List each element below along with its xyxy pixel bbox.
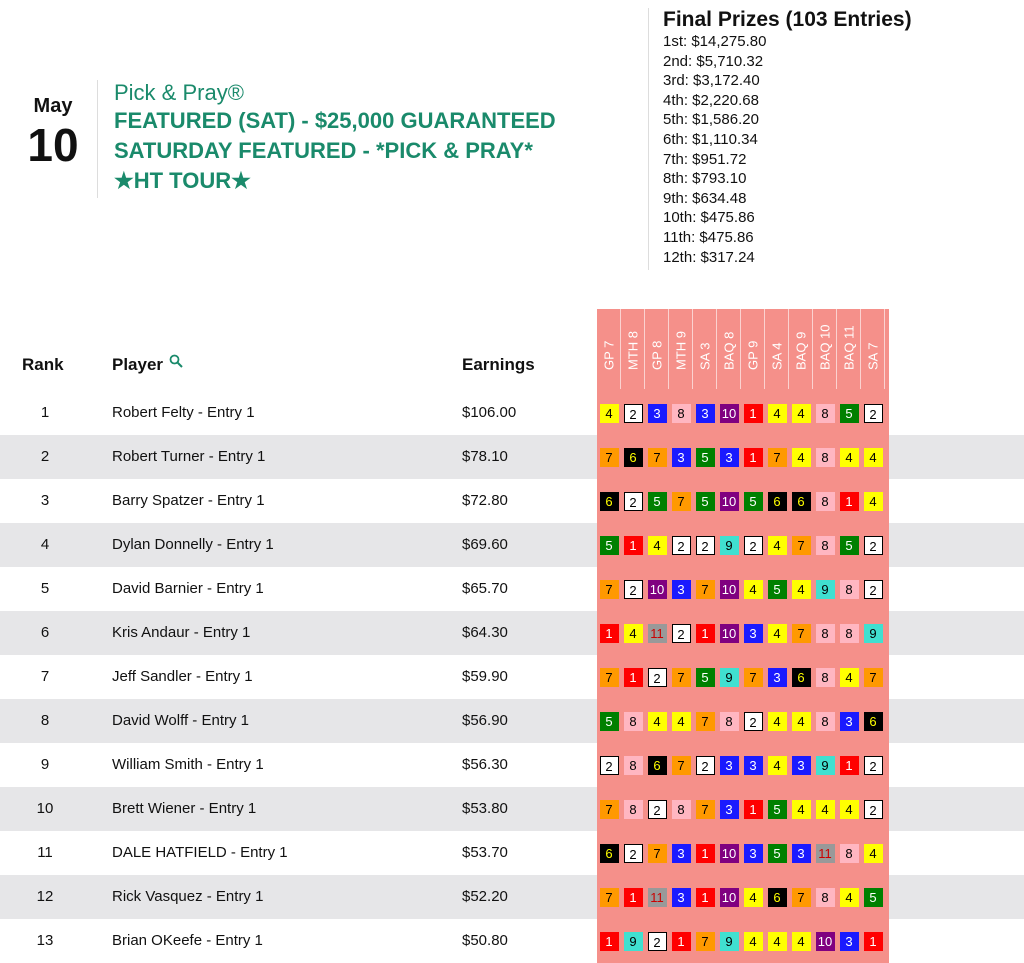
rank-cell: 11 xyxy=(37,844,53,861)
pick-number: 10 xyxy=(720,492,739,511)
table-row[interactable] xyxy=(0,523,1024,567)
pick-number: 2 xyxy=(648,668,667,687)
pick-number: 5 xyxy=(768,844,787,863)
brand-name: Pick & Pray® xyxy=(114,80,244,105)
picks-cell xyxy=(597,699,889,743)
pick-number: 1 xyxy=(600,624,619,643)
pick-number: 3 xyxy=(744,844,763,863)
pick-number: 7 xyxy=(744,668,763,687)
picks-cell xyxy=(597,391,889,435)
race-header xyxy=(837,309,861,389)
pick-number: 3 xyxy=(720,448,739,467)
player-name[interactable]: Robert Felty - Entry 1 xyxy=(112,404,255,421)
prize-row: 4th: $2,220.68 xyxy=(663,91,759,109)
earnings-cell: $72.80 xyxy=(462,492,508,509)
pick-number: 3 xyxy=(744,756,763,775)
pick-number: 8 xyxy=(840,844,859,863)
picks-cell xyxy=(597,919,889,963)
pick-number: 4 xyxy=(768,712,787,731)
prize-row: 3rd: $3,172.40 xyxy=(663,72,760,90)
table-row[interactable] xyxy=(0,479,1024,523)
player-name[interactable]: Rick Vasquez - Entry 1 xyxy=(112,888,264,905)
pick-number: 5 xyxy=(600,712,619,731)
pick-number: 4 xyxy=(840,448,859,467)
pick-number: 4 xyxy=(864,492,883,511)
rank-cell: 12 xyxy=(36,888,54,905)
earnings-cell: $65.70 xyxy=(462,580,508,597)
pick-number: 7 xyxy=(864,668,883,687)
race-header xyxy=(621,309,645,389)
player-header[interactable] xyxy=(112,355,183,376)
pick-number: 7 xyxy=(672,756,691,775)
pick-number: 4 xyxy=(768,932,787,951)
pick-number: 9 xyxy=(720,668,739,687)
table-row[interactable] xyxy=(0,655,1024,699)
pick-number: 4 xyxy=(744,580,763,599)
rank-cell: 4 xyxy=(40,536,50,553)
earnings-cell: $59.90 xyxy=(462,668,508,685)
pick-number: 7 xyxy=(696,580,715,599)
pick-number: 1 xyxy=(624,536,643,555)
pick-number: 3 xyxy=(648,404,667,423)
race-header-label: MTH 9 xyxy=(673,331,688,370)
table-row[interactable] xyxy=(0,919,1024,963)
pick-number: 7 xyxy=(696,932,715,951)
pick-number: 5 xyxy=(744,492,763,511)
pick-number: 1 xyxy=(624,888,643,907)
pick-number: 3 xyxy=(672,844,691,863)
pick-number: 7 xyxy=(792,536,811,555)
divider xyxy=(648,8,649,270)
player-name[interactable]: William Smith - Entry 1 xyxy=(112,756,264,773)
pick-number: 2 xyxy=(648,800,667,819)
race-header-label: GP 8 xyxy=(649,340,664,370)
picks-cell xyxy=(597,787,889,831)
earnings-cell: $53.70 xyxy=(462,844,508,861)
pick-number: 5 xyxy=(696,668,715,687)
pick-number: 10 xyxy=(816,932,835,951)
date-month: May xyxy=(33,95,73,117)
pick-number: 3 xyxy=(744,624,763,643)
prize-row: 10th: $475.86 xyxy=(663,209,755,227)
pick-number: 8 xyxy=(840,580,859,599)
pick-number: 2 xyxy=(624,404,643,423)
divider xyxy=(97,80,98,198)
pick-number: 2 xyxy=(672,624,691,643)
rank-cell: 8 xyxy=(40,712,50,729)
earnings-cell: $78.10 xyxy=(462,448,508,465)
table-row[interactable] xyxy=(0,611,1024,655)
pick-number: 4 xyxy=(792,932,811,951)
prize-row: 9th: $634.48 xyxy=(663,189,747,207)
pick-number: 10 xyxy=(720,580,739,599)
pick-number: 4 xyxy=(768,536,787,555)
pick-number: 7 xyxy=(768,448,787,467)
pick-number: 10 xyxy=(720,888,739,907)
pick-number: 10 xyxy=(720,624,739,643)
pick-number: 3 xyxy=(672,888,691,907)
pick-number: 4 xyxy=(624,624,643,643)
title-line-1: FEATURED (SAT) - $25,000 GUARANTEED xyxy=(114,108,556,133)
pick-number: 11 xyxy=(648,624,667,643)
pick-number: 4 xyxy=(792,448,811,467)
player-name[interactable]: DALE HATFIELD - Entry 1 xyxy=(112,844,288,861)
picks-cell xyxy=(597,831,889,875)
pick-number: 2 xyxy=(600,756,619,775)
table-row[interactable] xyxy=(0,743,1024,787)
event-date xyxy=(22,95,84,171)
pick-number: 8 xyxy=(672,800,691,819)
table-row[interactable] xyxy=(0,699,1024,743)
race-header xyxy=(861,309,885,389)
pick-number: 1 xyxy=(600,932,619,951)
pick-number: 9 xyxy=(864,624,883,643)
prize-row: 5th: $1,586.20 xyxy=(663,111,759,129)
rank-cell: 9 xyxy=(40,756,50,773)
pick-number: 7 xyxy=(600,668,619,687)
player-name[interactable]: Kris Andaur - Entry 1 xyxy=(112,624,251,641)
pick-number: 2 xyxy=(864,536,883,555)
rank-cell: 2 xyxy=(40,448,50,465)
rank-cell: 6 xyxy=(40,624,50,641)
earnings-cell: $56.90 xyxy=(462,712,508,729)
race-header-label: GP 7 xyxy=(601,340,616,370)
pick-number: 1 xyxy=(840,756,859,775)
pick-number: 8 xyxy=(624,756,643,775)
pick-number: 4 xyxy=(792,404,811,423)
pick-number: 1 xyxy=(744,448,763,467)
player-name[interactable]: Dylan Donnelly - Entry 1 xyxy=(112,536,274,553)
race-header xyxy=(765,309,789,389)
pick-number: 5 xyxy=(696,492,715,511)
prize-row: 7th: $951.72 xyxy=(663,150,747,168)
pick-number: 7 xyxy=(600,448,619,467)
tournament-title xyxy=(114,80,556,196)
pick-number: 4 xyxy=(672,712,691,731)
rank-cell: 13 xyxy=(36,932,54,949)
pick-number: 5 xyxy=(768,580,787,599)
race-headers xyxy=(597,309,889,389)
picks-cell xyxy=(597,611,889,655)
pick-number: 7 xyxy=(792,888,811,907)
pick-number: 1 xyxy=(744,404,763,423)
pick-number: 11 xyxy=(648,888,667,907)
picks-cell xyxy=(597,523,889,567)
table-row[interactable] xyxy=(0,435,1024,479)
prize-row: 8th: $793.10 xyxy=(663,170,747,188)
pick-number: 2 xyxy=(648,932,667,951)
title-line-2: SATURDAY FEATURED - *PICK & PRAY* xyxy=(114,138,533,163)
pick-number: 5 xyxy=(648,492,667,511)
pick-number: 3 xyxy=(840,932,859,951)
pick-number: 3 xyxy=(792,756,811,775)
pick-number: 8 xyxy=(816,536,835,555)
earnings-cell: $50.80 xyxy=(462,932,508,949)
pick-number: 8 xyxy=(816,448,835,467)
pick-number: 4 xyxy=(792,800,811,819)
pick-number: 4 xyxy=(792,712,811,731)
pick-number: 2 xyxy=(864,800,883,819)
pick-number: 6 xyxy=(600,492,619,511)
race-header-label: GP 9 xyxy=(745,340,760,370)
race-header-label: BAQ 10 xyxy=(817,324,832,370)
earnings-cell: $53.80 xyxy=(462,800,508,817)
table-row[interactable] xyxy=(0,391,1024,435)
table-row[interactable] xyxy=(0,567,1024,611)
pick-number: 3 xyxy=(768,668,787,687)
pick-number: 6 xyxy=(792,668,811,687)
rank-cell: 1 xyxy=(40,404,50,421)
pick-number: 1 xyxy=(672,932,691,951)
pick-number: 2 xyxy=(624,492,643,511)
pick-number: 3 xyxy=(792,844,811,863)
pick-number: 4 xyxy=(744,888,763,907)
picks-cell xyxy=(597,743,889,787)
pick-number: 4 xyxy=(648,712,667,731)
pick-number: 10 xyxy=(720,404,739,423)
pick-number: 9 xyxy=(816,756,835,775)
pick-number: 8 xyxy=(816,492,835,511)
race-header xyxy=(741,309,765,389)
pick-number: 9 xyxy=(624,932,643,951)
pick-number: 7 xyxy=(648,844,667,863)
prize-row: 1st: $14,275.80 xyxy=(663,33,767,50)
pick-number: 1 xyxy=(696,888,715,907)
pick-number: 8 xyxy=(624,800,643,819)
pick-number: 6 xyxy=(600,844,619,863)
player-name[interactable]: Jeff Sandler - Entry 1 xyxy=(112,668,253,685)
pick-number: 2 xyxy=(744,712,763,731)
player-name[interactable]: Brett Wiener - Entry 1 xyxy=(112,800,257,817)
rank-cell: 3 xyxy=(40,492,50,509)
pick-number: 2 xyxy=(864,580,883,599)
race-header-label: SA 4 xyxy=(769,342,784,370)
table-row[interactable] xyxy=(0,831,1024,875)
earnings-header[interactable]: Earnings xyxy=(462,355,535,374)
picks-cell xyxy=(597,479,889,523)
date-day: 10 xyxy=(27,119,79,171)
pick-number: 2 xyxy=(624,844,643,863)
pick-number: 4 xyxy=(864,448,883,467)
pick-number: 1 xyxy=(744,800,763,819)
pick-number: 2 xyxy=(696,536,715,555)
picks-cell xyxy=(597,655,889,699)
pick-number: 8 xyxy=(816,404,835,423)
pick-number: 8 xyxy=(816,668,835,687)
pick-number: 3 xyxy=(696,404,715,423)
prize-list xyxy=(663,32,912,267)
pick-number: 5 xyxy=(864,888,883,907)
pick-number: 2 xyxy=(864,404,883,423)
race-header-label: BAQ 8 xyxy=(721,331,736,370)
race-header-label: SA 7 xyxy=(865,342,880,370)
pick-number: 7 xyxy=(672,492,691,511)
search-icon[interactable] xyxy=(169,353,183,373)
pick-number: 2 xyxy=(672,536,691,555)
pick-number: 1 xyxy=(624,668,643,687)
race-header xyxy=(789,309,813,389)
pick-number: 2 xyxy=(744,536,763,555)
pick-number: 5 xyxy=(840,536,859,555)
picks-cell xyxy=(597,875,889,919)
table-row[interactable] xyxy=(0,787,1024,831)
pick-number: 7 xyxy=(600,888,619,907)
prize-row: 11th: $475.86 xyxy=(663,228,754,246)
pick-number: 3 xyxy=(672,448,691,467)
pick-number: 7 xyxy=(600,800,619,819)
final-prizes xyxy=(663,8,912,267)
pick-number: 9 xyxy=(816,580,835,599)
pick-number: 7 xyxy=(672,668,691,687)
pick-number: 3 xyxy=(720,800,739,819)
pick-number: 7 xyxy=(792,624,811,643)
pick-number: 6 xyxy=(792,492,811,511)
prize-row: 12th: $317.24 xyxy=(663,248,755,266)
pick-number: 5 xyxy=(768,800,787,819)
pick-number: 2 xyxy=(864,756,883,775)
pick-number: 1 xyxy=(696,844,715,863)
race-header xyxy=(669,309,693,389)
earnings-cell: $69.60 xyxy=(462,536,508,553)
pick-number: 10 xyxy=(720,844,739,863)
race-header xyxy=(813,309,837,389)
pick-number: 4 xyxy=(648,536,667,555)
pick-number: 1 xyxy=(840,492,859,511)
player-header-label: Player xyxy=(112,355,164,374)
pick-number: 8 xyxy=(840,624,859,643)
pick-number: 7 xyxy=(696,712,715,731)
pick-number: 3 xyxy=(672,580,691,599)
race-header xyxy=(717,309,741,389)
race-header-label: BAQ 11 xyxy=(841,325,856,370)
pick-number: 6 xyxy=(768,888,787,907)
pick-number: 4 xyxy=(840,668,859,687)
pick-number: 1 xyxy=(864,932,883,951)
race-header xyxy=(693,309,717,389)
pick-number: 4 xyxy=(744,932,763,951)
pick-number: 4 xyxy=(768,756,787,775)
pick-number: 7 xyxy=(600,580,619,599)
pick-number: 4 xyxy=(864,844,883,863)
race-header xyxy=(597,309,621,389)
pick-number: 6 xyxy=(624,448,643,467)
pick-number: 5 xyxy=(840,404,859,423)
pick-number: 6 xyxy=(864,712,883,731)
pick-number: 4 xyxy=(840,888,859,907)
pick-number: 8 xyxy=(816,888,835,907)
earnings-cell: $52.20 xyxy=(462,888,508,905)
pick-number: 4 xyxy=(600,404,619,423)
rank-cell: 10 xyxy=(36,800,54,817)
race-header-label: BAQ 9 xyxy=(793,331,808,370)
pick-number: 4 xyxy=(768,624,787,643)
picks-cell xyxy=(597,567,889,611)
pick-number: 7 xyxy=(696,800,715,819)
pick-number: 6 xyxy=(768,492,787,511)
pick-number: 5 xyxy=(600,536,619,555)
pick-number: 10 xyxy=(648,580,667,599)
pick-number: 7 xyxy=(648,448,667,467)
player-name[interactable]: David Wolff - Entry 1 xyxy=(112,712,249,729)
pick-number: 6 xyxy=(648,756,667,775)
prizes-heading: Final Prizes (103 Entries) xyxy=(663,8,912,31)
pick-number: 4 xyxy=(816,800,835,819)
pick-number: 8 xyxy=(816,624,835,643)
pick-number: 2 xyxy=(624,580,643,599)
rank-cell: 7 xyxy=(40,668,50,685)
pick-number: 3 xyxy=(720,756,739,775)
rank-header[interactable]: Rank xyxy=(22,355,64,374)
earnings-cell: $64.30 xyxy=(462,624,508,641)
prize-row: 2nd: $5,710.32 xyxy=(663,52,764,70)
rank-cell: 5 xyxy=(40,580,50,597)
pick-number: 9 xyxy=(720,932,739,951)
race-header xyxy=(645,309,669,389)
pick-number: 4 xyxy=(768,404,787,423)
pick-number: 3 xyxy=(840,712,859,731)
player-name[interactable]: Brian OKeefe - Entry 1 xyxy=(112,932,263,949)
pick-number: 9 xyxy=(720,536,739,555)
prize-row: 6th: $1,110.34 xyxy=(663,130,758,148)
pick-number: 8 xyxy=(672,404,691,423)
earnings-cell: $56.30 xyxy=(462,756,508,773)
earnings-cell: $106.00 xyxy=(462,404,517,421)
player-name[interactable]: Robert Turner - Entry 1 xyxy=(112,448,266,465)
picks-cell xyxy=(597,435,889,479)
pick-number: 2 xyxy=(696,756,715,775)
pick-number: 8 xyxy=(816,712,835,731)
player-name[interactable]: David Barnier - Entry 1 xyxy=(112,580,264,597)
pick-number: 4 xyxy=(840,800,859,819)
pick-number: 8 xyxy=(720,712,739,731)
pick-number: 8 xyxy=(624,712,643,731)
table-row[interactable] xyxy=(0,875,1024,919)
title-line-3: ★HT TOUR★ xyxy=(114,168,251,193)
pick-number: 5 xyxy=(696,448,715,467)
pick-number: 1 xyxy=(696,624,715,643)
pick-number: 4 xyxy=(792,580,811,599)
pick-number: 11 xyxy=(816,844,835,863)
race-header-label: SA 3 xyxy=(697,342,712,370)
player-name[interactable]: Barry Spatzer - Entry 1 xyxy=(112,492,265,509)
race-header-label: MTH 8 xyxy=(625,331,640,370)
